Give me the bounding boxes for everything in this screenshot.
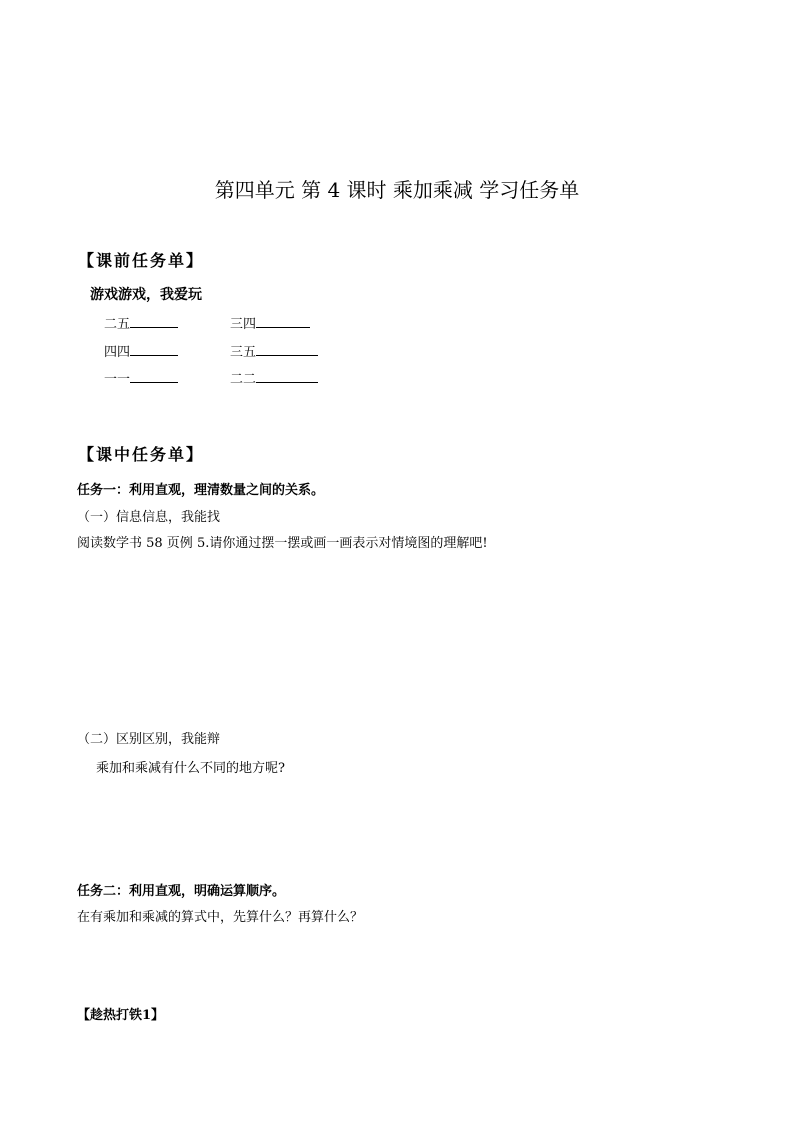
exercise-item: [104, 368, 178, 387]
task2-text: 在有乘加和乘减的算式中，先算什么？再算什么？: [77, 910, 364, 925]
exercise-label: 三四: [230, 317, 257, 332]
answer-blank: [130, 344, 178, 356]
exercise-label: 三五: [230, 345, 257, 360]
exercise-label: 四四: [104, 345, 131, 360]
in-class-heading: 【课中任务单】: [78, 445, 205, 464]
task1-part2-label: （二）区别区别，我能辩: [77, 732, 221, 747]
pre-class-heading: 【课前任务单】: [78, 251, 205, 270]
answer-blank: [256, 344, 318, 356]
answer-blank: [256, 316, 310, 328]
exercise-label: 一一: [104, 372, 131, 387]
exercise-label: 二二: [230, 372, 257, 387]
practice-heading: 【趁热打铁1】: [77, 1008, 165, 1023]
answer-blank: [130, 316, 178, 328]
exercise-item: [230, 313, 310, 332]
task2-title: 任务二：利用直观，明确运算顺序。: [77, 884, 286, 899]
exercise-item: [104, 341, 178, 360]
exercise-label: 二五: [104, 317, 131, 332]
task1-part1-label: （一）信息信息，我能找: [77, 510, 221, 525]
exercise-item: [230, 341, 318, 360]
answer-blank: [256, 371, 318, 383]
game-title: 游戏游戏，我爱玩: [90, 287, 202, 303]
answer-blank: [130, 371, 178, 383]
task1-title: 任务一：利用直观，理清数量之间的关系。: [77, 483, 325, 498]
exercise-item: [104, 313, 178, 332]
task1-part2-text: 乘加和乘减有什么不同的地方呢?: [96, 761, 285, 776]
task1-part1-text: 阅读数学书 58 页例 5.请你通过摆一摆或画一画表示对情境图的理解吧!: [77, 536, 488, 551]
page-title: 第四单元 第 4 课时 乘加乘减 学习任务单: [214, 178, 580, 202]
exercise-item: [230, 368, 318, 387]
